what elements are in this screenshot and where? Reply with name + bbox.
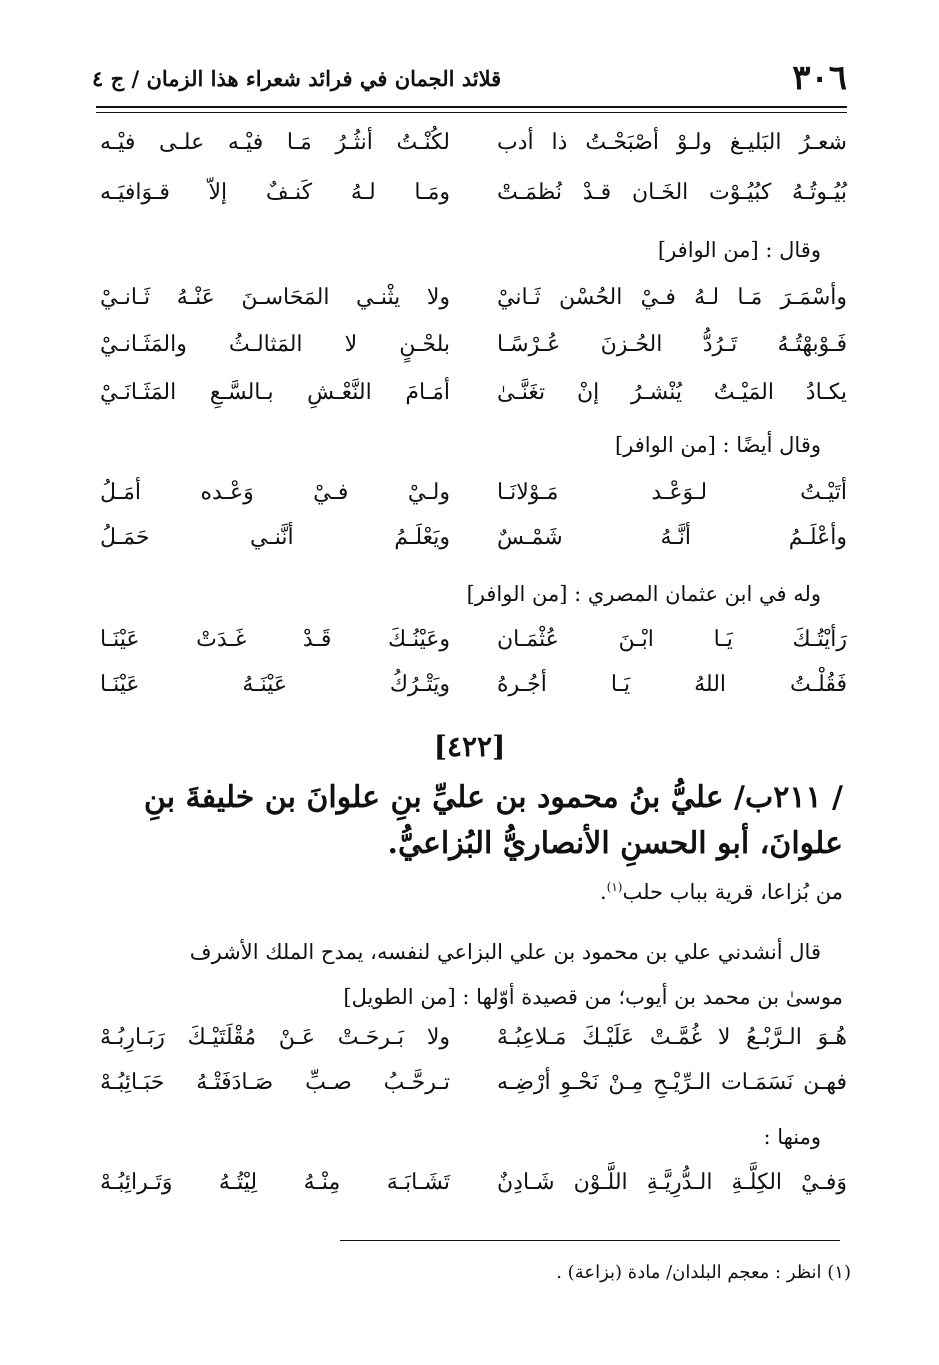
origin-text: من بُزاعا، قرية بباب حلب — [622, 880, 843, 904]
entry-paragraph-line1: قال أنشدني علي بن محمود بن علي البزاعي لنفسه، يمدح الملك الأشرف — [189, 940, 821, 964]
verse-first-hemistich: شعـرُ البَليـغ ولـوْ أصْبَحْـتُ ذا أدب — [497, 130, 847, 155]
verse-second-hemistich: تَشَـابَـهَ مِنْـهُ لِيْتُـهُ وَتَـرائِبُـهْ — [100, 1170, 450, 1195]
verse-first-hemistich: فَـوْبهْتُـهُ تَـرُدُّ الحُـزنَ عُـرْسًـا — [497, 332, 847, 357]
verse-row — [100, 380, 847, 405]
page-number: ٣٠٦ — [792, 58, 847, 98]
verse-first-hemistich: يكـادُ المَيْـتُ يُنْشـرُ إنْ تغَنَّـىٰ — [497, 380, 847, 405]
verse-first-hemistich: بُيُـوتُـهُ كبُيُـوْت الخَـان قـدْ نُظمَـتْ — [497, 180, 847, 205]
verse-first-hemistich: وأسْمَـرَ مَـا لـهُ فـيْ الحُسْن ثَـانيْ — [497, 285, 847, 310]
verse-second-hemistich: ولا بَـرحَـتْ عَـنْ مُقْلَتَيْـكَ رَبَـارِبُـهْ — [100, 1025, 450, 1050]
verse-row — [100, 627, 847, 652]
verse-second-hemistich: بلحْـنٍ لا المَثالـثُ والمَثَـانـيْ — [100, 332, 450, 357]
verse-second-hemistich: وعَيْنُـكَ قَـدْ غَـدَتْ عَيْنَـا — [100, 627, 450, 652]
entry-title-line2: علوانَ، أبو الحسنِ الأنصاريُّ البُزاعيُّ. — [387, 826, 843, 861]
verse-second-hemistich: لكُنْـتُ أنثُـرُ مَـا فيْـه علـى فيْـه — [100, 130, 450, 155]
verse-row — [100, 1070, 847, 1095]
verse-second-hemistich: ومَـا لـهُ كَنـفٌ إلاّ قـوَافيَـه — [100, 180, 450, 205]
verse-row — [100, 1025, 847, 1050]
running-title: قلائد الجمان في فرائد شعراء هذا الزمان / ج ٤ — [92, 65, 502, 91]
verse-row — [100, 285, 847, 310]
footnote: (١) انظر : معجم البلدان/ مادة (بزاعة) . — [556, 1262, 851, 1283]
poem-intro: ومنها : — [763, 1125, 821, 1149]
entry-origin — [600, 880, 843, 904]
footnote-rule — [340, 1240, 840, 1241]
verse-row — [100, 672, 847, 697]
verse-row — [100, 480, 847, 505]
entry-number: [٤٢٢] — [433, 730, 506, 763]
verse-second-hemistich: ويَتْـرُكُ عَيْنَـهُ عَيْنَـا — [100, 672, 450, 697]
verse-first-hemistich: وأعْلَـمُ أنَّـهُ شَمْـسٌ — [497, 525, 847, 550]
verse-first-hemistich: فَقُلْـتُ اللهُ يَـا أجُـرهُ — [497, 672, 847, 697]
header-rule — [96, 106, 847, 113]
verse-first-hemistich: وَفـيْ الكِلَّـةِ الـدُّرِيَّـةِ اللَّـوْن شَـادِنٌ — [497, 1170, 847, 1195]
verse-row — [100, 332, 847, 357]
footnote-marker: (١) — [606, 880, 623, 894]
poem-intro: وقال أيضًا : [من الوافر] — [614, 433, 821, 457]
verse-second-hemistich: ولا يثْنـي المَحَاسـنَ عَنْـهُ ثَـانـيْ — [100, 285, 450, 310]
poem-intro: وقال : [من الوافر] — [657, 238, 821, 262]
verse-first-hemistich: رَأيْتُـكَ يَـا ابْـنَ عُثْمَـان — [497, 627, 847, 652]
verse-first-hemistich: أتَيْـتُ لـوَعْـد مَـوْلانَـا — [497, 480, 847, 505]
page-header — [92, 58, 847, 98]
verse-row — [100, 180, 847, 205]
verse-first-hemistich: هُـوَ الـرَّبْـعُ لا غُمَّـتْ عَلَيْـكَ مَـلاعِبُـهْ — [497, 1025, 847, 1050]
verse-row — [100, 1170, 847, 1195]
verse-row — [100, 525, 847, 550]
verse-first-hemistich: فهـن نَسَمَـات الـرِّيْـحِ مِـنْ نَحْـوِ أرْضِـه — [497, 1070, 847, 1095]
verse-second-hemistich: ويَعْلَـمُ أنَّنـي حَمَـلُ — [100, 525, 450, 550]
entry-title-line1: / ٢١١ب/ عليُّ بنُ محمود بن عليِّ بنِ علوانَ بن خليفةَ بنِ — [143, 780, 843, 815]
verse-second-hemistich: تـرحَّـبُ صـبِّ صَـادَفَتْـهُ حَبَـائِبُـهْ — [100, 1070, 450, 1095]
origin-end: . — [599, 880, 607, 904]
poem-intro: وله في ابن عثمان المصري : [من الوافر] — [466, 582, 821, 606]
verse-second-hemistich: أمَـامَ النَّعْـشِ بـالسَّـعِ المَثَـانَـيْ — [100, 380, 450, 405]
entry-paragraph-line2: موسىٰ بن محمد بن أيوب؛ من قصيدة أوّلها : [من الطويل] — [343, 985, 843, 1009]
verse-row — [100, 130, 847, 155]
verse-second-hemistich: ولـيْ فـيْ وَعْـده أمَـلُ — [100, 480, 450, 505]
